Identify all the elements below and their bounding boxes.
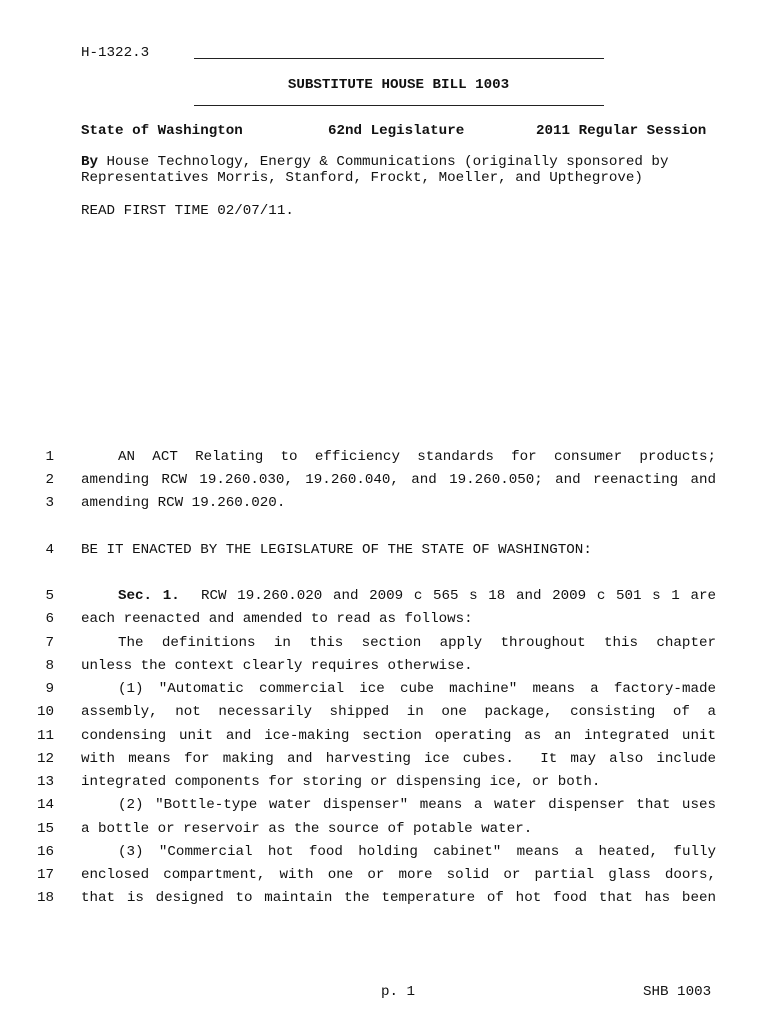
sponsor-line-1 [81, 155, 668, 169]
section-label: Sec. 1. [118, 588, 180, 604]
text-line: each reenacted and amended to read as follows: [81, 611, 473, 627]
line-number: 4 [45, 542, 54, 558]
line-number: 14 [36, 797, 54, 813]
enacting-clause: BE IT ENACTED BY THE LEGISLATURE OF THE STATE OF WASHINGTON: [81, 542, 592, 558]
text-line: amending RCW 19.260.030, 19.260.040, and 19.260.050; and reenacting and [81, 472, 716, 488]
line-number: 8 [45, 658, 54, 674]
text-line: condensing unit and ice-making section operating as an integrated unit [81, 728, 716, 744]
sponsor-text-1: House Technology, Energy & Communications (originally sponsored by [106, 154, 669, 170]
text-line: with means for making and harvesting ice cubes. It may also include [81, 751, 716, 767]
line-number: 9 [45, 681, 54, 697]
line-number: 3 [45, 495, 54, 511]
footer-bill-id: SHB 1003 [643, 984, 712, 1000]
page-number: p. 1 [381, 984, 416, 1000]
header-rule-bottom [194, 105, 604, 106]
text-line: integrated components for storing or dispensing ice, or both. [81, 774, 601, 790]
line-number: 6 [45, 611, 54, 627]
line-number: 7 [45, 635, 54, 651]
text-line: a bottle or reservoir as the source of potable water. [81, 821, 533, 837]
text-line: amending RCW 19.260.020. [81, 495, 286, 511]
text-line: unless the context clearly requires otherwise. [81, 658, 473, 674]
by-label: By [81, 154, 99, 170]
section-heading-line [81, 589, 716, 603]
read-first-time: READ FIRST TIME 02/07/11. [81, 203, 294, 219]
line-number: 12 [36, 751, 54, 767]
line-number: 1 [45, 449, 54, 465]
line-number: 17 [36, 867, 54, 883]
line-number: 2 [45, 472, 54, 488]
line-number: 16 [36, 844, 54, 860]
text-line: (3) "Commercial hot food holding cabinet" means a heated, fully [118, 844, 716, 860]
line-number: 15 [36, 821, 54, 837]
line-number: 13 [36, 774, 54, 790]
line-number: 18 [36, 890, 54, 906]
text-line: enclosed compartment, with one or more solid or partial glass doors, [81, 867, 716, 883]
text-line: (2) "Bottle-type water dispenser" means a water dispenser that uses [118, 797, 716, 813]
line-number: 11 [36, 728, 54, 744]
text-line: (1) "Automatic commercial ice cube machine" means a factory-made [118, 681, 716, 697]
line-number: 10 [36, 704, 54, 720]
text-line: that is designed to maintain the temperature of hot food that has been [81, 890, 716, 906]
state-name: State of Washington [81, 123, 243, 139]
text-line: assembly, not necessarily shipped in one package, consisting of a [81, 704, 716, 720]
bill-title: SUBSTITUTE HOUSE BILL 1003 [287, 77, 510, 93]
text-line: AN ACT Relating to efficiency standards for consumer products; [118, 449, 716, 465]
text-line: The definitions in this section apply throughout this chapter [118, 635, 716, 651]
header-rule-top [194, 58, 604, 59]
document-id: H-1322.3 [81, 45, 150, 61]
line-number: 5 [45, 588, 54, 604]
sponsor-line-2: Representatives Morris, Stanford, Frockt, Moeller, and Upthegrove) [81, 170, 643, 186]
section-heading-text: RCW 19.260.020 and 2009 c 565 s 18 and 2009 c 501 s 1 are [201, 588, 716, 604]
legislature-name: 62nd Legislature [328, 123, 465, 139]
session-name: 2011 Regular Session [536, 123, 707, 139]
